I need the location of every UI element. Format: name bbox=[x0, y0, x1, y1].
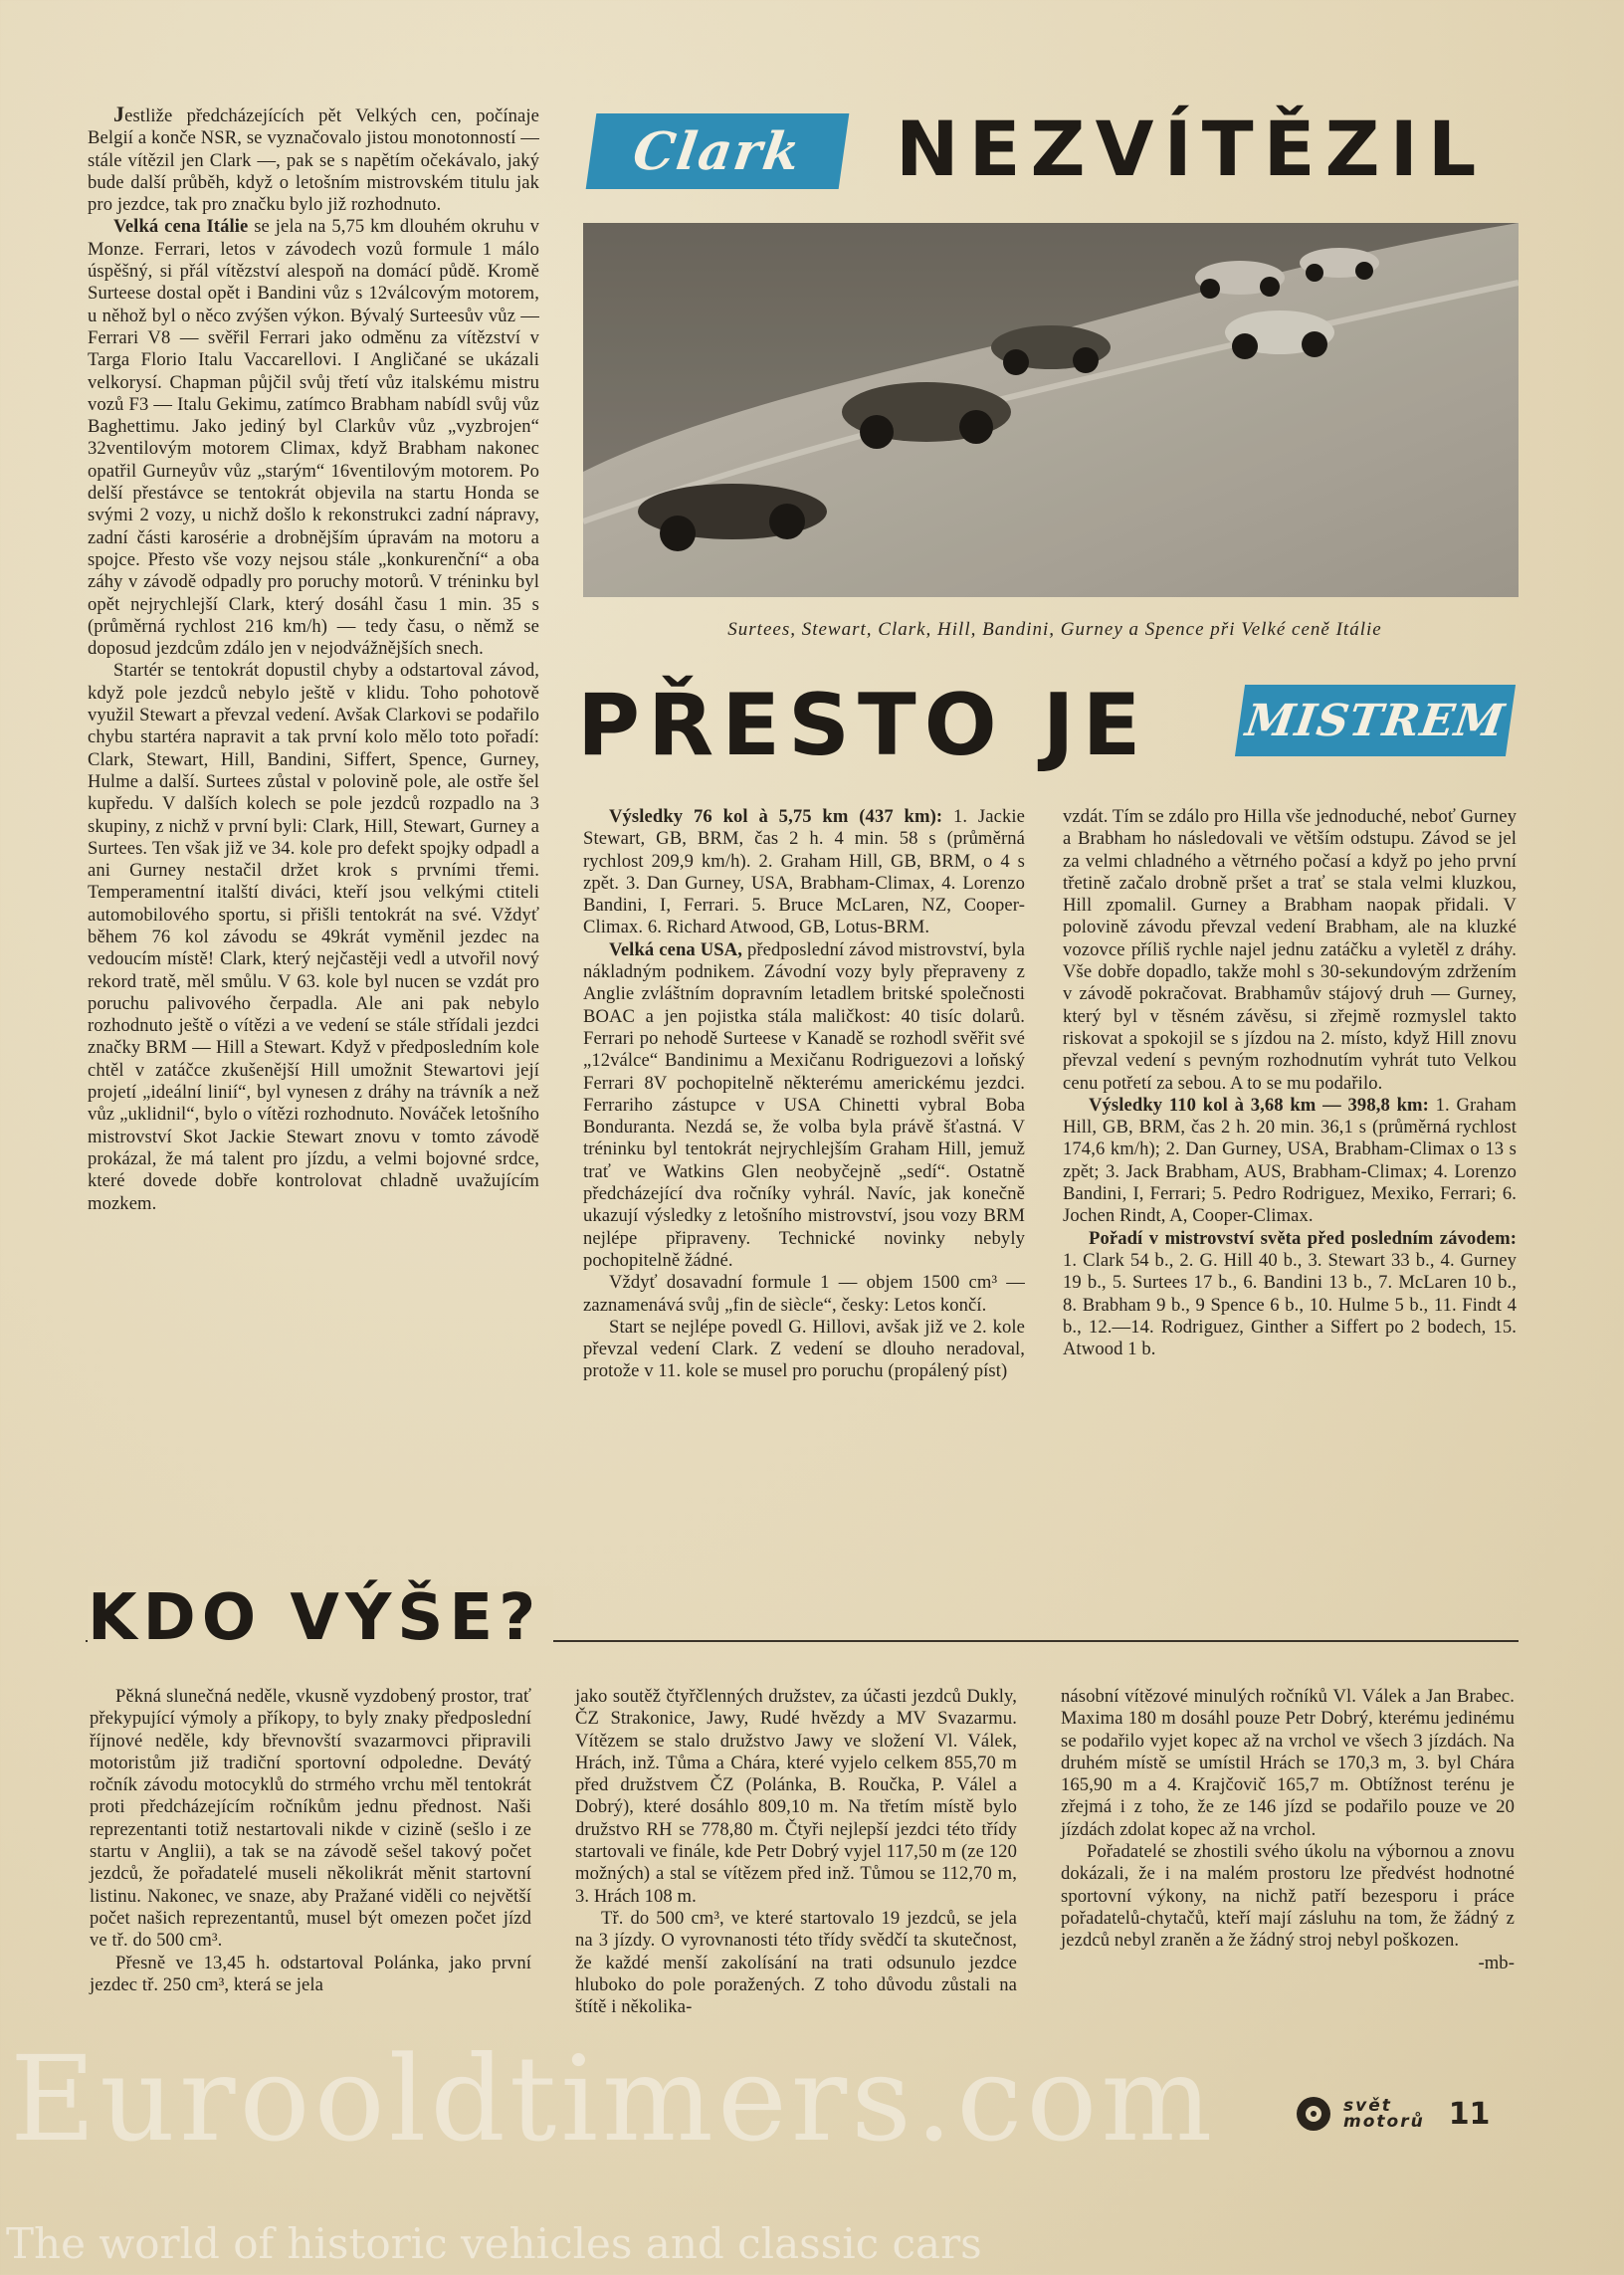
article1-col2-text: Vždyť dosavadní formule 1 — objem 1500 cm³ — zaznamenává svůj „fin de siècle“, česky: Letos končí. bbox=[583, 1272, 1025, 1316]
magazine-name-line2: motorů bbox=[1343, 2112, 1425, 2132]
article2-col1-paragraph bbox=[90, 1686, 531, 1953]
article2-col1-text: Pěkná slunečná neděle, vkusně vyzdobený prostor, trať překypující výmoly a příkopy, to byly znaky předposlední říjnové neděle, kdy břevnovští svazarmovci připravili motoristům již tradiční sportovní odpoledne. Devátý ročník závodu motocyklů do strmého vrchu měl tentokrát proti předcházejícím ročníkům jednu přednost. Naši reprezentanti totiž nestartovali nikde v cizině (sešlo i ze startu v Anglii), a tak se na závodě sešel takový počet jezdců, že pořadatelé museli několikrát měnit startovní listinu. Nakonec, ve snaze, aby Pražané viděli co největší počet našich reprezentantů, musel být omezen počet jízd ve tř. do 500 cm³. bbox=[90, 1686, 531, 1952]
article1-col1-text: Jestliže předcházejících pět Velkých cen, počínaje Belgií a konče NSR, se vyznačovalo jistou monotonností — stále vítězil jen Clark —, pak se s napětím očekávalo, jaký bude další průběh, když o letošním mistrovském titulu jak pro jezdce, tak pro značku bylo již rozhodnuto. bbox=[88, 102, 539, 216]
article2-col2-text: jako soutěž čtyřčlenných družstev, za účasti jezdců Dukly, ČZ Strakonice, Jawy, Rudé hvězdy a MV Svazarmu. Vítězem se stalo družstvo Jawy ve složení Vl. Válek, Hrách, inž. Tůma a Chára, které vyjelo celkem 855,70 m před družstvem ČZ (Polánka, B. Roučka, P. Válel a Dobrý), které dosáhlo 809,10 m. Na třetím místě bylo družstvo RH se 778,80 m. Čtyři nejlepší jezdci této třídy startovali ve finále, kde Petr Dobrý vyjel 117,50 m (ze 120 možných) a stal se vítězem před inž. Tůmou se 112,70 m, 3. Hrách 108 m. bbox=[575, 1686, 1017, 1907]
article2-column-3 bbox=[1061, 1686, 1515, 1974]
article1-col2-paragraph bbox=[583, 1317, 1025, 1383]
article1-col3-lead: Výsledky 110 kol à 3,68 km — 398,8 km: bbox=[1089, 1094, 1429, 1116]
article1-col2-text: 1. Jackie Stewart, GB, BRM, čas 2 h. 4 min. 58 s (průměrná rychlost 209,9 km/h). 2. Graham Hill, GB, BRM, o 4 s zpět. 3. Dan Gurney, USA, Brabham-Climax, 4. Lorenzo Bandini, I, Ferrari. 5. Bruce McLaren, NZ, Cooper-Climax. 6. Richard Atwood, GB, Lotus-BRM. bbox=[583, 806, 1025, 938]
article1-col2-lead: Výsledky 76 kol à 5,75 km (437 km): bbox=[609, 806, 943, 827]
article2-column-1 bbox=[90, 1686, 531, 1996]
article2-col1-paragraph bbox=[90, 1953, 531, 1997]
article1-col2-text: Start se nejlépe povedl G. Hillovi, avšak již ve 2. kole převzal vedení Clark. Z vedení se dlouho neradoval, protože v 11. kole se musel pro poruchu (propálený píst) bbox=[583, 1316, 1025, 1382]
article1-col3-paragraph bbox=[1063, 1228, 1517, 1361]
article1-col1-paragraph bbox=[88, 103, 539, 216]
headline-top: NEZVÍTĚZIL bbox=[896, 104, 1487, 193]
article1-col2-paragraph bbox=[583, 1272, 1025, 1317]
article1-col2-text: předposlední závod mistrovství, byla nákladným podnikem. Závodní vozy byly přepraveny z Anglie zvláštním dopravním letadlem britské společnosti BOAC a jen pojistka stála maličkost: 40 tisíc dolarů. Ferrari po nehodě Surteese v Kanadě se rozhodl svěřit své „12válce“ Bandinimu a Mexičanu Rodriguezovi a loňský Ferrari 8V pochopitelně některému americkému jezdci. Ferrariho zástupce v USA Chinetti vybral Boba Bonduranta. Nezdá se, že volba byla právě šťastná. V tréninku byl tentokrát nejrychlejším Graham Hill, jemuž trať ve Watkins Glen neobyčejně „sedí“. Ostatně předcházející dva ročníky vyhrál. Navíc, jak konečně ukazují výsledky z letošního mistrovství, jsou vozy BRM nejlépe připraveny. Technické novinky nebyly pochopitelně žádné. bbox=[583, 938, 1025, 1271]
article1-col1-text: Startér se tentokrát dopustil chyby a odstartoval závod, když pole jezdců nebylo ještě v klidu. Toho pohotově využil Stewart a převzal vedení. Avšak Clarkovi se podařilo chybu startéra napravit a tak první kolo mělo toto pořadí: Clark, Stewart, Hill, Bandini, Siffert, Spence, Gurney, Hulme a další. Surtees zůstal v polovině pole, ale ostře šel kupředu. V dalších kolech se pole jezdců rozpadlo na 3 skupiny, z nichž v první byli: Clark, Hill, Stewart, Gurney a Surtees. Ten však již ve 34. kole pro defekt spojky odpadl a ani Gurney nestačil držet krok s prvními třemi. Temperamentní italští diváci, kteří jsou velkými ctiteli automobilového sportu, si přišli tentokrát na své. Vždyť během 76 kol závodu se 49krát vyměnil jezdec na vedoucím místě! Clark, který nejčastěji vedl a utvořil nový rekord tratě, měl smůlu. V 63. kole byl nucen se vzdát pro poruchu palivového čerpadla. Ale ani pak nebylo rozhodnuto ještě o vítězi a ve vedení se stále střídali jezdci značky BRM — Hill a Stewart. Když v předposledním kole chtěl v zatáčce zkušenější Hill umožnit Stewartovi její projetí „ideální linií“, byl vynesen z dráhy na trávník a než vůz „uklidnil“, bylo o vítězi rozhodnuto. Nováček letošního mistrovství Skot Jackie Stewart znovu v tomto závodě prokázal, že má talent pro jízdu, a velmi bojovné srdce, které dovede dobře kontrolovat chladně uvažujícím mozkem. bbox=[88, 660, 539, 1214]
article1-col1-paragraph bbox=[88, 216, 539, 660]
headline-bottom: PŘESTO JE bbox=[577, 676, 1149, 775]
drop-cap: J bbox=[113, 102, 125, 126]
clark-badge-text: Clark bbox=[629, 120, 806, 182]
article1-col1-paragraph bbox=[88, 660, 539, 1214]
article2-col3-paragraph bbox=[1061, 1841, 1515, 1952]
article1-col1-text: se jela na 5,75 km dlouhém okruhu v Monze. Ferrari, letos v závodech vozů formule 1 málo úspěšný, si přál vítězství alespoň na domácí půdě. Kromě Surteese dostal opět i Bandini vůz s 12válcovým motorem, u něhož byl o něco zvýšen výkon. Bývalý Surteesův vůz — Ferrari V8 — svěřil Ferrari jako odměnu za vítězství v Targa Florio Italu Vaccarellovi. I Angličané se ukázali velkorysí. Chapman půjčil svůj třetí vůz italskému mistru vozů F3 — Italu Gekimu, zatímco Brabham nabídl svůj vůz Baghettimu. Jako jediný byl Clarkův vůz „vyzbrojen“ 32ventilovým motorem Climax, když Brabham nakonec opatřil Gurneyův vůz „starým“ 16ventilovým motorem. Po delší přestávce se tentokrát objevila na startu Honda se svými 2 vozy, u nichž došlo k rekonstrukci zadní nápravy, zadní části karosérie a drobnějším úpravám na motoru a spojce. Přesto vše vozy nejsou stále „konkurenční“ a oba záhy v závodě odpadly pro poruchy motorů. V tréninku byl opět nejrychlejší Clark, který dosáhl času 1 min. 35 s (průměrná rychlost 216 km/h) — tedy času, o němž se doposud jezdcům zdálo jen v nejodvážnějších snech. bbox=[88, 216, 539, 660]
article1-column-3 bbox=[1063, 806, 1517, 1360]
article2-col2-paragraph bbox=[575, 1686, 1017, 1908]
article1-col1-lead: Velká cena Itálie bbox=[113, 216, 249, 238]
article2-column-3-body bbox=[1061, 1686, 1515, 1953]
photo-caption: Surtees, Stewart, Clark, Hill, Bandini, Gurney a Spence při Velké ceně Itálie bbox=[727, 619, 1382, 640]
watermark-site: Eurooldtimers.com bbox=[10, 2030, 1217, 2168]
article1-col3-text: vzdát. Tím se zdálo pro Hilla vše jednoduché, neboť Gurney a Brabham ho následovali ve větším odstupu. Závod se jel za velmi chladného a větrného počasí a když po jeho první třetině začalo drobně pršet a trať se stala velmi kluzkou, Hill zpomalil. Gurney a Brabham naopak přidali. V polovině závodu převzal vedení Brabham, ale na kluzké vozovce příliš rychle najel jednu zatáčku a vyletěl z dráhy. Vše dobře dopadlo, takže mohl s 30-sekundovým zdržením v závodě pokračovat. Brabhamův stájový druh — Gurney, který byl v těsném závěsu, si zřejmě rozmyslel takto riskovat a spokojil se s jízdou na 2. místo, když Hill znovu převzal vedení s pevným rozhodnutím vyhrát tuto Velkou cenu potřetí za sebou. A to se mu podařilo. bbox=[1063, 806, 1517, 1094]
article1-col3-paragraph bbox=[1063, 806, 1517, 1095]
article1-col2-paragraph bbox=[583, 806, 1025, 939]
page-number: 11 bbox=[1448, 2096, 1491, 2132]
article2-signature: -mb- bbox=[1478, 1952, 1515, 1973]
article1-col3-text: 1. Graham Hill, GB, BRM, čas 2 h. 20 min. 36,1 s (průměrná rychlost 174,6 km/h); 2. Dan Gurney, USA, Brabham-Climax o 13 s zpět; 3. Jack Brabham, AUS, Brabham-Climax; 4. Lorenzo Bandini, I, Ferrari; 5. Pedro Rodriguez, Mexiko, Ferrari; 6. Jochen Rindt, A, Cooper-Climax. bbox=[1063, 1094, 1517, 1227]
article1-col2-paragraph bbox=[583, 939, 1025, 1272]
mistrem-badge bbox=[1235, 685, 1516, 756]
article2-title: KDO VÝŠE? bbox=[88, 1586, 553, 1650]
race-photo bbox=[583, 223, 1519, 597]
article1-column-1 bbox=[88, 103, 539, 1215]
mistrem-badge-text: MISTREM bbox=[1242, 695, 1509, 746]
article2-col1-text: Přesně ve 13,45 h. odstartoval Polánka, jako první jezdec tř. 250 cm³, která se jela bbox=[90, 1952, 531, 1995]
article2-col3-text: Pořadatelé se zhostili svého úkolu na výbornou a znovu dokázali, že i na malém prostoru lze předvést hodnotné sportovní výkony, na nichž patří bezesporu i práce pořadatelů-chytačů, kteří mají zásluhu na tom, že žádný z jezdců nebyl zraněn a že žádný stroj nebyl poškozen. bbox=[1061, 1841, 1515, 1952]
clark-badge bbox=[586, 113, 850, 189]
race-photo-image bbox=[583, 223, 1519, 597]
article2-column-2 bbox=[575, 1686, 1017, 2018]
article2-col3-paragraph bbox=[1061, 1686, 1515, 1841]
article1-col2-lead: Velká cena USA, bbox=[609, 938, 743, 960]
article2-col2-text: Tř. do 500 cm³, ve které startovalo 19 jezdců, se jela na 3 jízdy. O vyrovnanosti této třídy svědčí ta skutečnost, že každé menší zakolísání na trati odsunulo jezdce hluboko do pole poražených. Z toho důvodu zůstali na štítě i několika- bbox=[575, 1907, 1017, 2018]
magazine-name-line1: svět bbox=[1343, 2096, 1392, 2116]
article1-col3-lead: Pořadí v mistrovství světa před posledním závodem: bbox=[1089, 1227, 1517, 1249]
article2-col3-text: násobní vítězové minulých ročníků Vl. Válek a Jan Brabec. Maxima 180 m dosáhl pouze Petr Dobrý, kterému jedinému se podařilo vyjet kopec až na vrchol ve všech 3 jízdách. Na druhém místě se umístil Hrách se 170,3 m, 3. byl Chára 165,90 m a 4. Krajčovič 165,7 m. Obtížnost terénu je zřejmá i z toho, že ze 146 jízd se podařilo pouze ve 20 jízdách zdolat kopec až na vrchol. bbox=[1061, 1686, 1515, 1840]
article1-column-2 bbox=[583, 806, 1025, 1383]
article1-col3-text: 1. Clark 54 b., 2. G. Hill 40 b., 3. Stewart 33 b., 4. Gurney 19 b., 5. Surtees 17 b., 6. Bandini 13 b., 7. McLaren 10 b., 8. Brabham 9 b., 9 Spence 6 b., 10. Hulme 5 b., 11. Findt 4 b., 12.—14. Rodriguez, Ginther a Siffert po 2 bodech, 15. Atwood 1 b. bbox=[1063, 1249, 1517, 1360]
watermark-tagline: The world of historic vehicles and classic cars bbox=[6, 2219, 982, 2268]
article2-col2-paragraph bbox=[575, 1908, 1017, 2018]
article1-col3-paragraph bbox=[1063, 1095, 1517, 1228]
